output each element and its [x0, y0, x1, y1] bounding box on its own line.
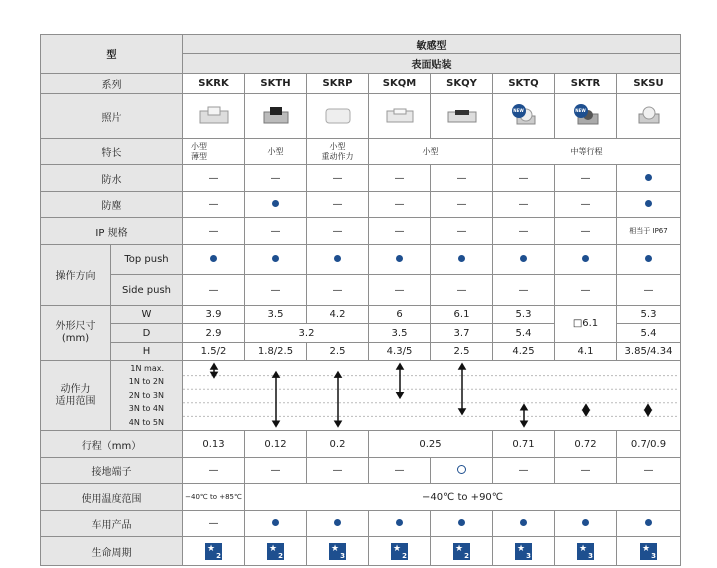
dash: — [369, 457, 431, 483]
category-header: 敏感型 [183, 35, 681, 54]
waterproof-label: 防水 [41, 165, 183, 191]
w-sktq: 5.3 [493, 306, 555, 324]
yes-dot-icon [645, 174, 652, 181]
op-dir-label: 操作方向 [41, 244, 111, 305]
h-sktq: 4.25 [493, 342, 555, 360]
d-skqm: 3.5 [369, 324, 431, 342]
dash: — [183, 457, 245, 483]
photo-skth [245, 94, 307, 139]
lifecycle-icon: ★ 3 [517, 543, 531, 560]
series-label: 系列 [41, 73, 183, 93]
dash: — [493, 275, 555, 306]
temp-label: 使用温度范围 [41, 484, 183, 510]
dash: — [307, 191, 369, 217]
d-skth-skrp: 3.2 [245, 324, 369, 342]
dash: — [555, 275, 617, 306]
lifecycle-icon: ★ 3 [331, 543, 345, 560]
optional-circle-icon [457, 465, 466, 474]
switch-photo-icon [383, 103, 417, 127]
yes-dot-icon [210, 255, 217, 262]
feature-skth: 小型 [245, 138, 307, 164]
yes-dot-icon [272, 255, 279, 262]
h-skth: 1.8/2.5 [245, 342, 307, 360]
yes-dot-icon [582, 255, 589, 262]
force-range-3: 2N to 3N [128, 390, 164, 400]
dash: — [555, 457, 617, 483]
force-label: 动作力 适用范围 [41, 361, 111, 431]
photo-sktq [493, 94, 555, 139]
dash: — [245, 457, 307, 483]
top-push-label: Top push [111, 244, 183, 275]
force-range-5: 4N to 5N [128, 418, 164, 428]
stroke-sksu: 0.7/0.9 [617, 431, 681, 457]
series-skrk: SKRK [183, 73, 245, 93]
lifecycle-value: 3 [588, 551, 593, 560]
dash: — [369, 165, 431, 191]
dash: — [369, 275, 431, 306]
dash: — [617, 457, 681, 483]
dash: — [307, 275, 369, 306]
dash: — [431, 165, 493, 191]
temp-skrk: −40℃ to +85℃ [183, 484, 245, 510]
w-label: W [111, 306, 183, 324]
dash: — [245, 165, 307, 191]
dash: — [245, 218, 307, 244]
yes-dot-icon [396, 519, 403, 526]
dash: — [183, 275, 245, 306]
w-skqm: 6 [369, 306, 431, 324]
yes-dot-icon [520, 519, 527, 526]
photo-skqm [369, 94, 431, 139]
dims-label: 外形尺寸 (mm) [41, 306, 111, 361]
force-range-arrow [583, 404, 589, 415]
h-sktr: 4.1 [555, 342, 617, 360]
series-skqy: SKQY [431, 73, 493, 93]
switch-photo-icon [259, 103, 293, 127]
dustproof-label: 防塵 [41, 191, 183, 217]
stroke-skrp: 0.2 [307, 431, 369, 457]
dash: — [555, 218, 617, 244]
features-label: 特长 [41, 138, 183, 164]
d-sktq: 5.4 [493, 324, 555, 342]
series-sktr: SKTR [555, 73, 617, 93]
wd-sktr: □6.1 [555, 306, 617, 343]
photo-sksu [617, 94, 681, 139]
w-skth: 3.5 [245, 306, 307, 324]
dash: — [617, 275, 681, 306]
force-range-arrow [335, 372, 341, 426]
yes-dot-icon [458, 519, 465, 526]
photo-skqy [431, 94, 493, 139]
dash: — [431, 218, 493, 244]
ground-skqy [431, 457, 493, 483]
h-skrk: 1.5/2 [183, 342, 245, 360]
feature-skrk: 小型 薄型 [183, 138, 245, 164]
yes-dot-icon [334, 255, 341, 262]
lifecycle-icon: ★ 2 [455, 543, 469, 560]
force-range-arrows [183, 362, 679, 430]
dash: — [307, 165, 369, 191]
yes-dot-icon [396, 255, 403, 262]
lifecycle-value: 2 [216, 551, 221, 560]
stroke-label: 行程（mm） [41, 431, 183, 457]
photo-skrp [307, 94, 369, 139]
waterproof-sksu [617, 165, 681, 191]
dustproof-skth [245, 191, 307, 217]
lifecycle-value: 3 [340, 551, 345, 560]
ip-label: IP 规格 [41, 218, 183, 244]
dash: — [493, 191, 555, 217]
h-sksu: 3.85/4.34 [617, 342, 681, 360]
ground-label: 接地端子 [41, 457, 183, 483]
lifecycle-icon: ★ 3 [579, 543, 593, 560]
force-range-chart [183, 361, 681, 431]
lifecycle-icon: ★ 2 [207, 543, 221, 560]
h-skqy: 2.5 [431, 342, 493, 360]
series-skth: SKTH [245, 73, 307, 93]
d-sksu: 5.4 [617, 324, 681, 342]
force-range-arrow [273, 372, 279, 426]
h-label: H [111, 342, 183, 360]
temp-others: −40℃ to +90℃ [245, 484, 681, 510]
ip-sksu: 相当于 IP67 [617, 218, 681, 244]
w-skrk: 3.9 [183, 306, 245, 324]
dash: — [493, 218, 555, 244]
switch-photo-icon [197, 103, 231, 127]
switch-photo-icon [321, 103, 355, 127]
force-range-arrow [397, 364, 403, 398]
dash: — [183, 191, 245, 217]
mount-header: 表面贴装 [183, 54, 681, 73]
yes-dot-icon [272, 519, 279, 526]
w-skqy: 6.1 [431, 306, 493, 324]
dash: — [307, 457, 369, 483]
dash: — [369, 218, 431, 244]
stroke-sktr: 0.72 [555, 431, 617, 457]
spec-table [40, 34, 681, 566]
lifecycle-icon: ★ 3 [642, 543, 656, 560]
dash: — [431, 275, 493, 306]
dash: — [493, 165, 555, 191]
dash: — [245, 275, 307, 306]
auto-label: 车用产品 [41, 510, 183, 536]
new-badge: NEW [574, 104, 588, 118]
lifecycle-value: 2 [464, 551, 469, 560]
force-range-2: 1N to 2N [128, 377, 164, 387]
photo-label: 照片 [41, 94, 183, 139]
dash: — [183, 165, 245, 191]
photo-sktr [555, 94, 617, 139]
yes-dot-icon [645, 200, 652, 207]
series-skrp: SKRP [307, 73, 369, 93]
stroke-skrk: 0.13 [183, 431, 245, 457]
new-badge: NEW [512, 104, 526, 118]
lifecycle-value: 2 [278, 551, 283, 560]
dash: — [493, 457, 555, 483]
stroke-skth: 0.12 [245, 431, 307, 457]
dustproof-sksu [617, 191, 681, 217]
life-label: 生命周期 [41, 537, 183, 566]
dash: — [369, 191, 431, 217]
stroke-skqm-skqy: 0.25 [369, 431, 493, 457]
lifecycle-value: 3 [526, 551, 531, 560]
yes-dot-icon [582, 519, 589, 526]
h-skqm: 4.3/5 [369, 342, 431, 360]
series-skqm: SKQM [369, 73, 431, 93]
force-range-1: 1N max. [130, 363, 164, 373]
stroke-sktq: 0.71 [493, 431, 555, 457]
lifecycle-value: 3 [651, 551, 656, 560]
feature-sktq-sksu: 中等行程 [493, 138, 681, 164]
force-range-arrow [521, 404, 527, 425]
d-skqy: 3.7 [431, 324, 493, 342]
feature-skrp: 小型 重动作力 [307, 138, 369, 164]
dash: — [431, 191, 493, 217]
photo-skrk [183, 94, 245, 139]
w-skrp: 4.2 [307, 306, 369, 324]
yes-dot-icon [645, 519, 652, 526]
dash: — [555, 165, 617, 191]
series-sktq: SKTQ [493, 73, 555, 93]
switch-photo-icon [632, 103, 666, 127]
side-push-label: Side push [111, 275, 183, 306]
series-sksu: SKSU [617, 73, 681, 93]
dash: — [555, 191, 617, 217]
lifecycle-value: 2 [402, 551, 407, 560]
switch-photo-icon [445, 103, 479, 127]
feature-skqm-skqy: 小型 [369, 138, 493, 164]
d-skrk: 2.9 [183, 324, 245, 342]
yes-dot-icon [645, 255, 652, 262]
yes-dot-icon [520, 255, 527, 262]
yes-dot-icon [272, 200, 279, 207]
force-range-arrow [645, 404, 651, 415]
dash: — [307, 218, 369, 244]
dash: — [183, 218, 245, 244]
force-ranges [111, 361, 183, 431]
lifecycle-icon: ★ 2 [269, 543, 283, 560]
dash: — [183, 510, 245, 536]
d-label: D [111, 324, 183, 342]
h-skrp: 2.5 [307, 342, 369, 360]
yes-dot-icon [458, 255, 465, 262]
force-range-4: 3N to 4N [128, 404, 164, 414]
lifecycle-icon: ★ 2 [393, 543, 407, 560]
yes-dot-icon [334, 519, 341, 526]
w-sksu: 5.3 [617, 306, 681, 324]
type-header: 型 [41, 35, 183, 74]
